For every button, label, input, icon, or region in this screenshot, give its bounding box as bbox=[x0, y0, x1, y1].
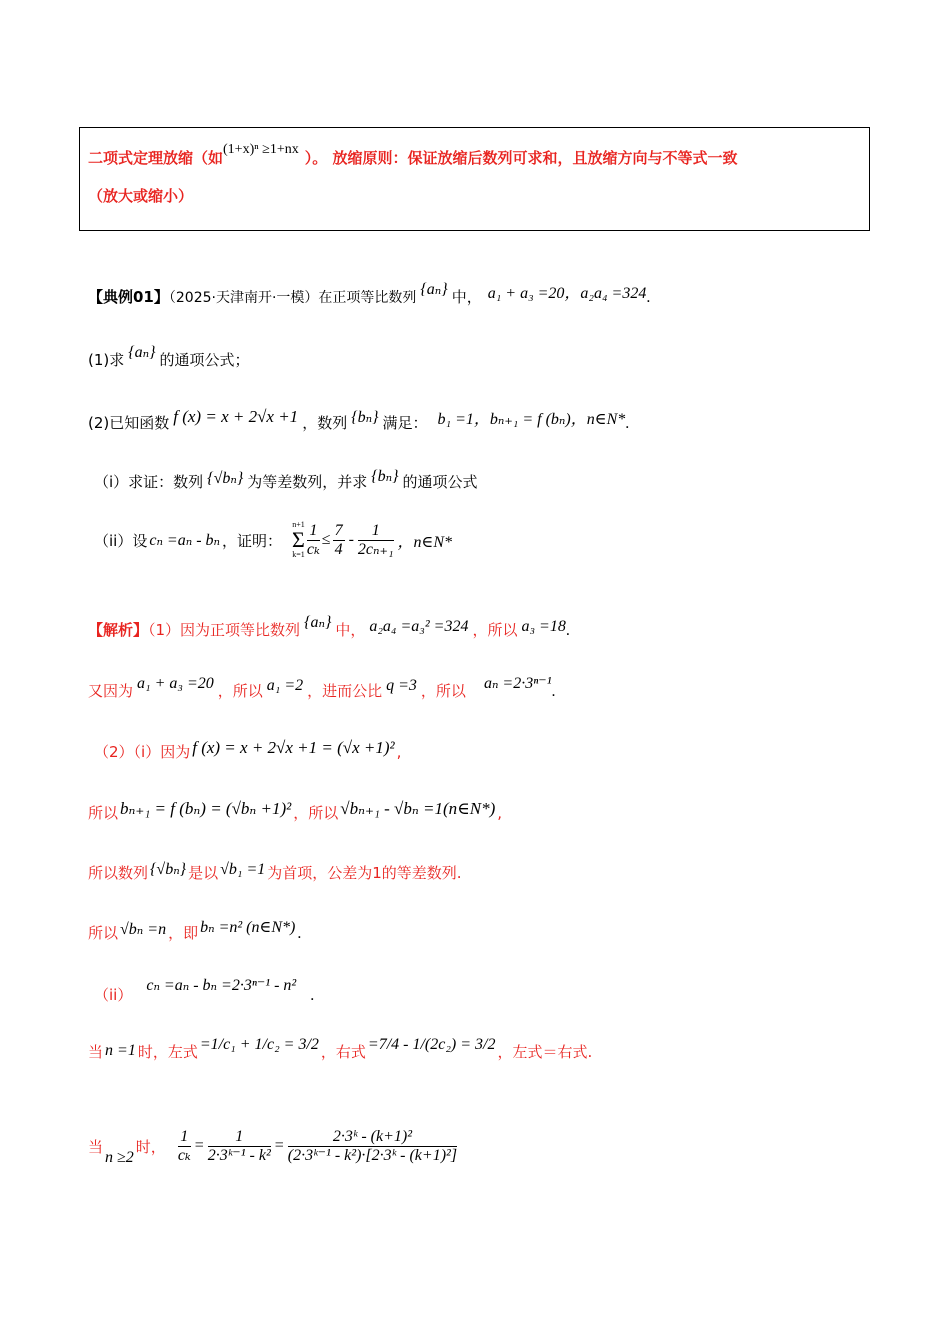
s8-f2: =7/4 - 1/(2c₂) = 3/2 bbox=[367, 1036, 496, 1053]
sum-symbol: n+1 Σ k=1 bbox=[292, 520, 305, 559]
q2-cond: b₁ =1，bₙ₊₁ = f (bₙ)，n∈N* bbox=[437, 411, 626, 428]
example-cond: a₁ + a₃ =20，a₂a₄ =324 bbox=[487, 285, 647, 302]
q2-c: 满足： bbox=[382, 414, 428, 432]
q2-b: ，数列 bbox=[302, 414, 348, 432]
minus-sign: - bbox=[348, 531, 354, 548]
s6-a: 所以 bbox=[88, 924, 119, 942]
q1-label: (1)求 bbox=[88, 351, 125, 369]
s6-f1: √bₙ =n bbox=[120, 921, 167, 938]
frac-num: 1 bbox=[307, 522, 320, 541]
s7-a: （ii） bbox=[94, 986, 133, 1004]
frac-num: 7 bbox=[334, 521, 343, 539]
s3-formula: f (x) = x + 2√x +1 = (√x +1)² bbox=[192, 738, 395, 757]
s5-a: 所以数列 bbox=[88, 864, 149, 882]
box-text-b: ）。 放缩原则：保证放缩后数列可求和，且放缩方向与不等式一致 bbox=[304, 149, 738, 167]
s1-b: 中， bbox=[335, 621, 366, 639]
example-mid: 中， bbox=[451, 288, 482, 306]
s2-f2: a₁ =2 bbox=[266, 677, 304, 694]
frac-den: 2·3ᵏ⁻¹ - k² bbox=[207, 1146, 271, 1164]
box-text-a: 二项式定理放缩（如 bbox=[88, 149, 224, 167]
s9-rhs-frac bbox=[288, 1128, 457, 1165]
s8-c: ，右式 bbox=[320, 1042, 366, 1061]
frac-num: 1 bbox=[358, 522, 394, 541]
q2-func: f (x) = x + 2√x +1 bbox=[173, 407, 299, 426]
solution-line9: 当 n ≥2 时， $\frac{1}{\text{cₖ}}$ = $\frac{1}{\text{2·3ᵏ⁻¹ - k²}}$ = $\frac{\text{2·3ᵏ - (k+1)²}}{\text{(2·3ᵏ⁻¹ - k²)·[2·3ᵏ - (k+1)²]}}$ bbox=[88, 1127, 458, 1166]
s8-a: 当 bbox=[88, 1042, 104, 1061]
s5-seq: {√bₙ} bbox=[150, 861, 187, 878]
frac-den: (2·3ᵏ⁻¹ - k²)·[2·3ᵏ - (k+1)²] bbox=[287, 1146, 458, 1164]
sum-bottom: k=1 bbox=[292, 550, 305, 559]
s1-a: （1）因为正项等比数列 bbox=[148, 621, 301, 639]
s2-c: ，进而公比 bbox=[307, 682, 383, 700]
qi-b: 为等差数列，并求 bbox=[247, 473, 368, 491]
question-2i bbox=[94, 468, 478, 492]
solution-line2: 又因为 a₁ + a₃ =20 ，所以 a₁ =2 ，进而公比 q =3 ，所以 aₙ =2·3ⁿ⁻¹. bbox=[88, 675, 556, 700]
s1-seq: {aₙ} bbox=[304, 614, 332, 631]
s6-f2: bₙ =n² (n∈N*) bbox=[200, 919, 296, 936]
s8-d: ，左式＝右式. bbox=[497, 1042, 593, 1061]
frac-num: 2·3ᵏ - (k+1)² bbox=[288, 1128, 457, 1147]
s3-a: （2）（i）因为 bbox=[94, 743, 191, 761]
s6-b: ，即 bbox=[168, 924, 199, 942]
s2-d: ，所以 bbox=[420, 682, 466, 700]
question-2: (2)已知函数 f (x) = x + 2√x +1 ，数列 {bₙ} 满足： b₁ =1，bₙ₊₁ = f (bₙ)，n∈N*. bbox=[88, 407, 630, 432]
s2-b: ，所以 bbox=[217, 682, 263, 700]
q2-label: (2)已知函数 bbox=[88, 414, 170, 432]
frac-den: cₖ bbox=[177, 1146, 191, 1164]
qii-label: （ii）设 bbox=[94, 531, 148, 550]
qii-end: ，n∈N* bbox=[397, 533, 453, 551]
solution-line1: 【解析】（1）因为正项等比数列 {aₙ} 中， a₂a₄ =a₃² =324 ，所以 a₃ =18. bbox=[88, 614, 570, 639]
qi-c: 的通项公式 bbox=[402, 473, 478, 491]
s4-f2: √bₙ₊₁ - √bₙ =1(n∈N*) bbox=[340, 799, 496, 818]
qi-seq2: {bₙ} bbox=[371, 468, 399, 485]
frac-den: cₖ bbox=[306, 540, 320, 558]
frac-num: 1 bbox=[178, 1128, 191, 1147]
solution-line6: 所以 √bₙ =n ，即 bₙ =n² (n∈N*) . bbox=[88, 919, 302, 942]
solution-line8 bbox=[88, 1028, 592, 1074]
s4-f1: bₙ₊₁ = f (bₙ) = (√bₙ +1)² bbox=[120, 799, 292, 818]
s5-c: 为首项，公差为1的等差数列. bbox=[267, 864, 462, 882]
q1-end: 的通项公式； bbox=[159, 351, 250, 369]
s9-lhs-frac bbox=[178, 1128, 191, 1165]
s1-formula: a₂a₄ =a₃² =324 bbox=[369, 618, 469, 635]
frac-den: 4 bbox=[334, 540, 343, 558]
s1-result: a₃ =18 bbox=[521, 618, 566, 635]
frac-den: 2cₙ₊₁ bbox=[357, 540, 394, 558]
s4-a: 所以 bbox=[88, 804, 119, 822]
q2-seq: {bₙ} bbox=[351, 409, 379, 426]
s9-b: 时， bbox=[135, 1137, 166, 1156]
frac-num: 1 bbox=[208, 1128, 271, 1147]
box-formula: (1+x)ⁿ ≥1+nx bbox=[223, 142, 299, 157]
frac-1-2c bbox=[358, 522, 394, 559]
s2-a: 又因为 bbox=[88, 682, 134, 700]
example-heading: 【典例01】（2025·天津南开·一模）在正项等比数列 {aₙ} 中， a₁ + a₃ =20，a₂a₄ =324. bbox=[88, 281, 651, 306]
s1-c: ，所以 bbox=[472, 621, 518, 639]
s5-f: √b₁ =1 bbox=[220, 861, 266, 878]
solution-line3: （2）（i）因为 f (x) = x + 2√x +1 = (√x +1)² , bbox=[94, 738, 402, 761]
question-1 bbox=[88, 344, 250, 370]
le-sign: ≤ bbox=[321, 531, 331, 548]
qi-seq: {√bₙ} bbox=[207, 470, 244, 487]
s8-b: 时，左式 bbox=[137, 1042, 198, 1061]
qi-label: （i）求证：数列 bbox=[94, 473, 204, 491]
qii-b: ，证明： bbox=[222, 531, 283, 550]
s2-f3: q =3 bbox=[386, 677, 417, 694]
s4-b: ，所以 bbox=[293, 804, 339, 822]
question-2ii bbox=[94, 515, 452, 565]
s2-f4: aₙ =2·3ⁿ⁻¹ bbox=[483, 675, 552, 692]
solution-line4: 所以 bₙ₊₁ = f (bₙ) = (√bₙ +1)² ，所以 √bₙ₊₁ - √bₙ =1(n∈N*) , bbox=[88, 799, 503, 822]
solution-line5 bbox=[88, 862, 462, 883]
s8-f1: =1/c₁ + 1/c₂ = 3/2 bbox=[199, 1036, 319, 1053]
solution-tag: 【解析】 bbox=[88, 621, 149, 639]
seq-a: {aₙ} bbox=[420, 281, 448, 298]
summary-box bbox=[79, 127, 870, 231]
frac-1-ck bbox=[307, 522, 320, 559]
s5-b: 是以 bbox=[188, 864, 219, 882]
qii-c-def: cₙ =aₙ - bₙ bbox=[149, 532, 221, 549]
sum-top: n+1 bbox=[292, 520, 305, 529]
solution-line7: （ii）cₙ =aₙ - bₙ =2·3ⁿ⁻¹ - n². bbox=[94, 977, 315, 1004]
s2-f1: a₁ + a₃ =20 bbox=[137, 675, 214, 692]
s8-n: n =1 bbox=[105, 1042, 136, 1059]
s9-mid-frac bbox=[208, 1128, 271, 1165]
box-line2: （放大或缩小） bbox=[88, 187, 194, 205]
example-tag: 【典例01】 bbox=[88, 288, 169, 306]
example-source: （2025·天津南开·一模）在正项等比数列 bbox=[168, 290, 417, 306]
s9-a: 当 bbox=[88, 1137, 104, 1156]
s7-formula: cₙ =aₙ - bₙ =2·3ⁿ⁻¹ - n² bbox=[146, 977, 297, 994]
frac-7-4 bbox=[333, 522, 345, 559]
s9-n: n ≥2 bbox=[105, 1149, 134, 1166]
q1-seq: {aₙ} bbox=[128, 344, 156, 361]
box-line1 bbox=[88, 142, 738, 168]
